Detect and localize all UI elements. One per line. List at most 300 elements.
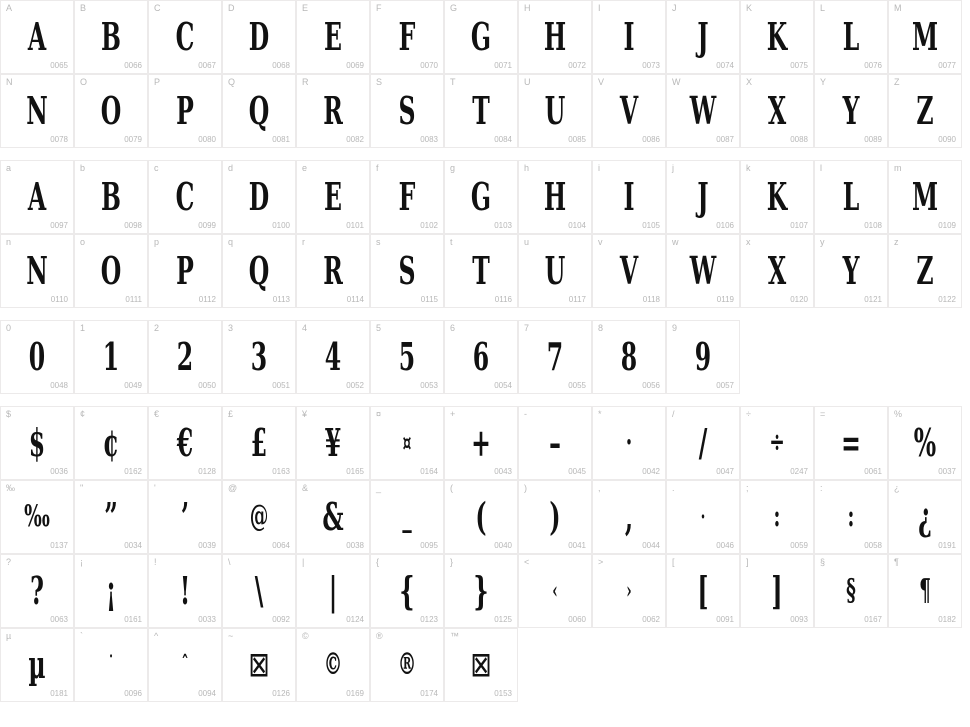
- glyph-code-label: 0046: [716, 541, 734, 550]
- glyph-cell[interactable]: [814, 406, 888, 480]
- glyph-char-label: ': [154, 483, 156, 493]
- glyph-char-label: 7: [524, 323, 530, 333]
- glyph-code-label: 0161: [124, 615, 142, 624]
- glyph-char-label: Z: [894, 77, 900, 87]
- glyph-code-label: 0087: [716, 135, 734, 144]
- glyph-cell[interactable]: [592, 480, 666, 554]
- glyph-code-label: 0104: [568, 221, 586, 230]
- glyph-cell[interactable]: [0, 320, 74, 394]
- glyph-render: 6: [472, 334, 490, 379]
- glyph-render: ): [549, 494, 561, 539]
- glyph-code-label: 0247: [790, 467, 808, 476]
- glyph-cell[interactable]: [444, 480, 518, 554]
- glyph-cell[interactable]: [296, 628, 370, 702]
- glyph-code-label: 0076: [864, 61, 882, 70]
- glyph-code-label: 0074: [716, 61, 734, 70]
- glyph-code-label: 0052: [346, 381, 364, 390]
- glyph-cell[interactable]: [518, 406, 592, 480]
- glyph-render: M: [911, 174, 939, 219]
- glyph-cell[interactable]: [148, 234, 222, 308]
- block-separator: [0, 148, 970, 160]
- glyph-render: :: [773, 499, 781, 534]
- glyph-code-label: 0057: [716, 381, 734, 390]
- glyph-code-label: 0054: [494, 381, 512, 390]
- glyph-cell[interactable]: [148, 320, 222, 394]
- glyph-cell[interactable]: [444, 74, 518, 148]
- glyph-cell[interactable]: [370, 234, 444, 308]
- glyph-cell[interactable]: [222, 234, 296, 308]
- glyph-char-label: ™: [450, 631, 459, 641]
- glyph-render: :: [847, 499, 855, 534]
- glyph-cell[interactable]: [444, 628, 518, 702]
- glyph-render: L: [842, 14, 860, 59]
- glyph-cell[interactable]: [740, 554, 814, 628]
- glyph-char-label: ): [524, 483, 527, 493]
- glyph-code-label: 0077: [938, 61, 956, 70]
- glyph-render: E: [324, 14, 342, 59]
- glyph-char-label: @: [228, 483, 238, 493]
- glyph-code-label: 0084: [494, 135, 512, 144]
- glyph-code-label: 0096: [124, 689, 142, 698]
- glyph-char-label: ©: [302, 631, 309, 641]
- glyph-render: ’: [180, 494, 190, 539]
- glyph-cell[interactable]: [222, 480, 296, 554]
- glyph-render: V: [619, 248, 639, 293]
- glyph-char-label: T: [450, 77, 456, 87]
- glyph-cell[interactable]: [518, 0, 592, 74]
- glyph-cell[interactable]: [148, 554, 222, 628]
- glyph-code-label: 0094: [198, 689, 216, 698]
- glyph-render: N: [26, 248, 48, 293]
- glyph-cell[interactable]: [666, 0, 740, 74]
- glyph-cell[interactable]: [592, 160, 666, 234]
- glyph-cell[interactable]: [222, 554, 296, 628]
- glyph-render: I: [623, 174, 635, 219]
- glyph-char-label: G: [450, 3, 458, 13]
- glyph-render: S: [398, 88, 416, 133]
- glyph-cell[interactable]: [888, 406, 962, 480]
- glyph-code-label: 0066: [124, 61, 142, 70]
- glyph-cell[interactable]: [296, 406, 370, 480]
- glyph-char-label: ¥: [302, 409, 308, 419]
- glyph-cell[interactable]: [592, 0, 666, 74]
- glyph-char-label: ‰: [6, 483, 15, 493]
- glyph-cell[interactable]: [814, 0, 888, 74]
- glyph-cell[interactable]: [444, 320, 518, 394]
- glyph-cell[interactable]: [666, 74, 740, 148]
- glyph-cell[interactable]: [592, 320, 666, 394]
- glyph-code-label: 0039: [198, 541, 216, 550]
- glyph-cell[interactable]: [592, 234, 666, 308]
- glyph-char-label: P: [154, 77, 161, 87]
- glyph-cell[interactable]: [148, 406, 222, 480]
- glyph-render: ¶: [919, 573, 931, 608]
- glyph-render: B: [101, 14, 121, 59]
- glyph-cell[interactable]: [814, 74, 888, 148]
- glyph-code-label: 0167: [864, 615, 882, 624]
- glyph-code-label: 0097: [50, 221, 68, 230]
- glyph-cell[interactable]: [296, 234, 370, 308]
- glyph-cell[interactable]: [296, 480, 370, 554]
- glyph-render: W: [689, 248, 717, 293]
- glyph-char-label: q: [228, 237, 234, 247]
- glyph-render: ¥: [324, 420, 342, 465]
- glyph-render: I: [623, 14, 635, 59]
- glyph-cell[interactable]: [444, 160, 518, 234]
- glyph-code-label: 0121: [864, 295, 882, 304]
- glyph-char-label: %: [894, 409, 903, 419]
- glyph-cell[interactable]: [370, 554, 444, 628]
- glyph-cell[interactable]: [740, 74, 814, 148]
- glyph-code-label: 0164: [420, 467, 438, 476]
- glyph-cell[interactable]: [370, 0, 444, 74]
- glyph-cell[interactable]: [370, 406, 444, 480]
- glyph-cell[interactable]: [592, 406, 666, 480]
- glyph-render: ”: [104, 494, 118, 539]
- glyph-char-label: ¤: [376, 409, 382, 419]
- glyph-cell[interactable]: [74, 628, 148, 702]
- glyph-code-label: 0044: [642, 541, 660, 550]
- glyph-code-label: 0033: [198, 615, 216, 624]
- glyph-render: Y: [842, 248, 860, 293]
- glyph-code-label: 0112: [198, 295, 216, 304]
- glyph-code-label: 0059: [790, 541, 808, 550]
- glyph-code-label: 0055: [568, 381, 586, 390]
- glyph-char-label: V: [598, 77, 605, 87]
- glyph-cell[interactable]: [0, 74, 74, 148]
- glyph-cell[interactable]: [518, 320, 592, 394]
- glyph-render: M: [911, 14, 939, 59]
- glyph-cell[interactable]: [74, 74, 148, 148]
- glyph-render: S: [398, 248, 416, 293]
- glyph-cell[interactable]: [666, 320, 740, 394]
- glyph-char-label: ": [80, 483, 84, 493]
- glyph-code-label: 0043: [494, 467, 512, 476]
- glyph-cell[interactable]: [0, 160, 74, 234]
- glyph-render: H: [543, 14, 567, 59]
- glyph-char-label: K: [746, 3, 753, 13]
- glyph-cell[interactable]: [222, 320, 296, 394]
- glyph-render: J: [697, 14, 709, 59]
- glyph-render: ¢: [102, 420, 120, 465]
- glyph-code-label: 0162: [124, 467, 142, 476]
- glyph-cell[interactable]: [518, 554, 592, 628]
- glyph-render: $: [28, 420, 46, 465]
- glyph-render: K: [766, 14, 788, 59]
- glyph-cell[interactable]: [148, 74, 222, 148]
- glyph-code-label: 0137: [50, 541, 68, 550]
- glyph-code-label: 0075: [790, 61, 808, 70]
- glyph-cell[interactable]: [666, 406, 740, 480]
- glyph-render: ©: [323, 647, 343, 682]
- glyph-char-label: <: [524, 557, 530, 567]
- glyph-cell[interactable]: [370, 480, 444, 554]
- glyph-code-label: 0095: [420, 541, 438, 550]
- glyph-code-label: 0106: [716, 221, 734, 230]
- glyph-code-label: 0093: [790, 615, 808, 624]
- glyph-cell[interactable]: [888, 74, 962, 148]
- glyph-code-label: 0068: [272, 61, 290, 70]
- glyph-render: ⊠: [470, 645, 492, 685]
- glyph-cell[interactable]: [888, 480, 962, 554]
- glyph-char-label: U: [524, 77, 531, 87]
- glyph-char-label: ¡: [80, 557, 83, 567]
- glyph-render: C: [175, 174, 195, 219]
- glyph-render: =: [841, 420, 861, 465]
- glyph-code-label: 0073: [642, 61, 660, 70]
- glyph-char-label: 8: [598, 323, 604, 333]
- glyph-render: 7: [546, 334, 564, 379]
- glyph-render: G: [470, 174, 492, 219]
- glyph-cell[interactable]: [370, 320, 444, 394]
- glyph-render: W: [689, 88, 717, 133]
- glyph-char-label: _: [376, 483, 382, 493]
- glyph-render: €: [176, 420, 194, 465]
- glyph-cell[interactable]: [0, 234, 74, 308]
- glyph-cell[interactable]: [592, 74, 666, 148]
- glyph-cell[interactable]: [814, 480, 888, 554]
- glyph-code-label: 0034: [124, 541, 142, 550]
- glyph-cell[interactable]: [444, 0, 518, 74]
- glyph-render: 5: [398, 334, 416, 379]
- glyph-render: N: [26, 88, 48, 133]
- glyph-char-label: t: [450, 237, 453, 247]
- glyph-cell[interactable]: [74, 320, 148, 394]
- glyph-code-label: 0088: [790, 135, 808, 144]
- glyph-cell[interactable]: [888, 234, 962, 308]
- glyph-cell[interactable]: [296, 554, 370, 628]
- glyph-cell[interactable]: [814, 234, 888, 308]
- glyph-cell[interactable]: [666, 480, 740, 554]
- glyph-render: §: [846, 573, 856, 608]
- glyph-render: Z: [916, 248, 934, 293]
- glyph-cell[interactable]: [222, 160, 296, 234]
- glyph-char-label: 5: [376, 323, 382, 333]
- glyph-cell[interactable]: [148, 628, 222, 702]
- glyph-render: !: [179, 568, 191, 613]
- glyph-render: ›: [626, 578, 632, 604]
- glyph-cell[interactable]: [666, 160, 740, 234]
- glyph-char-label: f: [376, 163, 379, 173]
- glyph-cell[interactable]: [740, 234, 814, 308]
- glyph-cell[interactable]: [74, 406, 148, 480]
- glyph-char-label: :: [820, 483, 823, 493]
- glyph-cell[interactable]: [222, 406, 296, 480]
- glyph-cell[interactable]: [148, 160, 222, 234]
- glyph-code-label: 0040: [494, 541, 512, 550]
- glyph-code-label: 0078: [50, 135, 68, 144]
- glyph-cell[interactable]: [814, 554, 888, 628]
- glyph-render: |: [328, 568, 338, 613]
- glyph-code-label: 0111: [125, 295, 142, 304]
- glyph-cell[interactable]: [740, 406, 814, 480]
- glyph-cell[interactable]: [222, 74, 296, 148]
- glyph-char-label: -: [524, 409, 527, 419]
- glyph-char-label: F: [376, 3, 382, 13]
- glyph-render: 8: [620, 334, 638, 379]
- glyph-render: ]: [771, 568, 783, 613]
- glyph-render: L: [842, 174, 860, 219]
- glyph-char-label: m: [894, 163, 902, 173]
- glyph-code-label: 0047: [716, 467, 734, 476]
- glyph-render: {: [399, 568, 415, 613]
- glyph-render: –: [549, 420, 561, 465]
- glyph-code-label: 0062: [642, 615, 660, 624]
- glyph-code-label: 0101: [346, 221, 364, 230]
- glyph-cell[interactable]: [148, 480, 222, 554]
- glyph-render: B: [101, 174, 121, 219]
- glyph-char-label: 3: [228, 323, 234, 333]
- glyph-cell[interactable]: [518, 234, 592, 308]
- glyph-code-label: 0058: [864, 541, 882, 550]
- glyph-char-label: J: [672, 3, 677, 13]
- glyph-code-label: 0091: [716, 615, 734, 624]
- glyph-cell[interactable]: [0, 0, 74, 74]
- glyph-char-label: h: [524, 163, 530, 173]
- glyph-char-label: 2: [154, 323, 160, 333]
- glyph-cell[interactable]: [74, 480, 148, 554]
- glyph-cell[interactable]: [74, 0, 148, 74]
- glyph-cell[interactable]: [444, 554, 518, 628]
- glyph-code-label: 0045: [568, 467, 586, 476]
- glyph-render: _: [402, 499, 412, 534]
- glyph-char-label: [: [672, 557, 675, 567]
- glyph-char-label: j: [672, 163, 674, 173]
- glyph-char-label: 4: [302, 323, 308, 333]
- glyph-render: @: [249, 499, 269, 534]
- glyph-cell[interactable]: [74, 160, 148, 234]
- glyph-cell[interactable]: [370, 160, 444, 234]
- glyph-render: ‹: [552, 578, 558, 604]
- glyph-render: D: [248, 14, 270, 59]
- glyph-render: ˙: [107, 652, 115, 678]
- glyph-char-label: \: [228, 557, 231, 567]
- glyph-render: /: [698, 420, 708, 465]
- glyph-char-label: a: [6, 163, 12, 173]
- glyph-code-label: 0083: [420, 135, 438, 144]
- glyph-cell[interactable]: [444, 406, 518, 480]
- glyph-cell[interactable]: [296, 74, 370, 148]
- glyph-render: O: [100, 248, 122, 293]
- glyph-code-label: 0081: [272, 135, 290, 144]
- glyph-cell[interactable]: [296, 160, 370, 234]
- glyph-cell[interactable]: [0, 628, 74, 702]
- glyph-render: A: [27, 174, 47, 219]
- glyph-char-label: ~: [228, 631, 234, 641]
- glyph-render: ®: [397, 647, 417, 682]
- glyph-cell[interactable]: [888, 554, 962, 628]
- glyph-code-label: 0060: [568, 615, 586, 624]
- glyph-cell[interactable]: [888, 0, 962, 74]
- glyph-code-label: 0053: [420, 381, 438, 390]
- glyph-char-label: g: [450, 163, 456, 173]
- glyph-char-label: $: [6, 409, 12, 419]
- glyph-char-label: L: [820, 3, 826, 13]
- glyph-char-label: 6: [450, 323, 456, 333]
- glyph-render: H: [543, 174, 567, 219]
- glyph-code-label: 0050: [198, 381, 216, 390]
- glyph-cell[interactable]: [518, 74, 592, 148]
- glyph-char-label: ÷: [746, 409, 751, 419]
- glyph-render: T: [472, 248, 490, 293]
- glyph-code-label: 0181: [50, 689, 68, 698]
- glyph-cell[interactable]: [74, 234, 148, 308]
- glyph-cell[interactable]: [814, 160, 888, 234]
- glyph-char-label: D: [228, 3, 235, 13]
- glyph-code-label: 0071: [494, 61, 512, 70]
- glyph-render: U: [544, 248, 566, 293]
- glyph-char-label: .: [672, 483, 675, 493]
- glyph-cell[interactable]: [518, 480, 592, 554]
- glyph-cell[interactable]: [518, 160, 592, 234]
- glyph-render: %: [913, 420, 937, 465]
- glyph-char-label: z: [894, 237, 899, 247]
- glyph-render: ·: [700, 504, 706, 530]
- glyph-cell[interactable]: [888, 160, 962, 234]
- glyph-cell[interactable]: [296, 320, 370, 394]
- glyph-render: 1: [102, 334, 120, 379]
- glyph-char-label: }: [450, 557, 454, 567]
- glyph-render: Y: [842, 88, 860, 133]
- glyph-char-label: W: [672, 77, 681, 87]
- glyph-code-label: 0063: [50, 615, 68, 624]
- glyph-code-label: 0124: [346, 615, 364, 624]
- glyph-block-symbols: [0, 406, 970, 702]
- glyph-cell[interactable]: [0, 480, 74, 554]
- glyph-cell[interactable]: [370, 628, 444, 702]
- glyph-code-label: 0037: [938, 467, 956, 476]
- glyph-cell[interactable]: [666, 554, 740, 628]
- glyph-cell[interactable]: [74, 554, 148, 628]
- glyph-char-label: ¢: [80, 409, 86, 419]
- glyph-cell[interactable]: [592, 554, 666, 628]
- glyph-char-label: o: [80, 237, 86, 247]
- glyph-code-label: 0051: [272, 381, 290, 390]
- glyph-cell[interactable]: [666, 234, 740, 308]
- glyph-render: Q: [248, 248, 270, 293]
- glyph-char-label: 1: [80, 323, 86, 333]
- glyph-code-label: 0191: [938, 541, 956, 550]
- glyph-cell[interactable]: [0, 406, 74, 480]
- glyph-render: G: [470, 14, 492, 59]
- glyph-cell[interactable]: [370, 74, 444, 148]
- glyph-code-label: 0067: [198, 61, 216, 70]
- glyph-cell[interactable]: [148, 0, 222, 74]
- glyph-code-label: 0092: [272, 615, 290, 624]
- glyph-render: }: [473, 568, 489, 613]
- glyph-cell[interactable]: [296, 0, 370, 74]
- glyph-cell[interactable]: [0, 554, 74, 628]
- glyph-cell[interactable]: [740, 480, 814, 554]
- glyph-cell[interactable]: [444, 234, 518, 308]
- glyph-code-label: 0119: [716, 295, 734, 304]
- glyph-char-label: ?: [6, 557, 12, 567]
- glyph-char-label: R: [302, 77, 309, 87]
- glyph-char-label: c: [154, 163, 159, 173]
- glyph-cell[interactable]: [222, 0, 296, 74]
- glyph-char-label: Y: [820, 77, 827, 87]
- glyph-code-label: 0090: [938, 135, 956, 144]
- glyph-char-label: I: [598, 3, 601, 13]
- glyph-code-label: 0069: [346, 61, 364, 70]
- glyph-cell[interactable]: [740, 0, 814, 74]
- glyph-render: ?: [30, 568, 44, 613]
- glyph-char-label: |: [302, 557, 305, 567]
- glyph-render: +: [471, 420, 491, 465]
- glyph-cell[interactable]: [222, 628, 296, 702]
- glyph-cell[interactable]: [740, 160, 814, 234]
- glyph-render: 4: [324, 334, 342, 379]
